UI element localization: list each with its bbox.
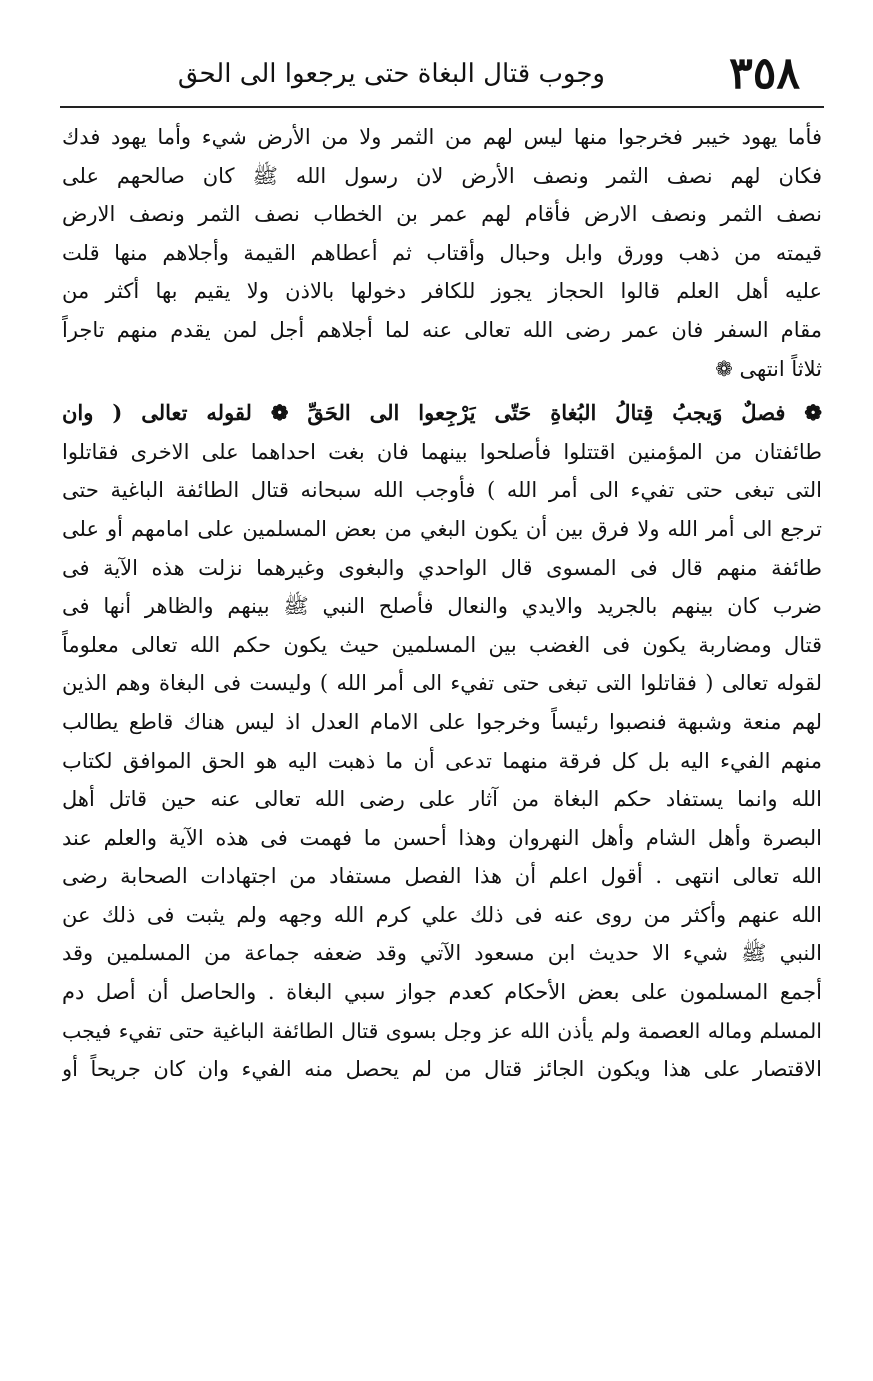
text-line: طائفتان من المؤمنين اقتتلوا فأصلحوا بينهما فان بغت احداهما على الاخرى فقاتلوا xyxy=(62,439,822,464)
page-number: ٣٥٨ xyxy=(729,48,800,99)
text-line: مقام السفر فان عمر رضى الله تعالى عنه لما أجلاهم أجل لمن يقدم منهم تاجراً xyxy=(62,317,822,342)
text-line: النبي ﷺ شيء الا حديث ابن مسعود الآتي وقد ضعفه جماعة من المسلمين وقد xyxy=(62,941,822,966)
text-line: عليه أهل العلم قالوا الحجاز يجوز للكافر دخولها بالاذن ولا يقيم بها أكثر من xyxy=(62,279,822,304)
text-line: نصف الثمر ونصف الارض فأقام لهم عمر بن الخطاب نصف الثمر ونصف الارض xyxy=(62,202,822,227)
text-line: الله وانما يستفاد حكم البغاة من آثار على رضى الله تعالى عنه حين قاتل أهل xyxy=(62,787,822,812)
text-line: منهم الفيء اليه بل كل فرقة منهما تدعى أن ما ذهبت اليه هو الحق الموافق لكتاب xyxy=(62,748,822,773)
text-line: لهم منعة وشبهة فنصبوا رئيساً وخرجوا على الامام العدل اذ ليس هناك قاطع يطالب xyxy=(62,709,822,734)
text-line: طائفة منهم قال فى المسوى قال الواحدي والبغوى وغيرهما نزلت هذه الآية فى xyxy=(62,555,822,580)
text-line: المسلم وماله العصمة ولم يأذن الله عز وجل بسوى قتال الطائفة الباغية حتى تفيء فيجب xyxy=(62,1018,822,1043)
text-line: ثلاثاً انتهى ❁ xyxy=(715,356,822,381)
page-body xyxy=(62,118,822,1089)
running-title: وجوب قتال البغاة حتى يرجعوا الى الحق xyxy=(177,59,605,89)
text-line: الله تعالى انتهى . أقول اعلم أن هذا الفصل مستفاد من اجتهادات الصحابة رضى xyxy=(62,864,822,889)
text-line: لقوله تعالى ( فقاتلوا التى تبغى حتى تفيء الى أمر الله ) وليست فى البغاة وهم الذين xyxy=(62,671,822,696)
header-rule xyxy=(60,106,824,108)
text-line: ترجع الى أمر الله ولا فرق بين أن يكون البغي من بعض المسلمين على امامهم أو على xyxy=(62,516,822,541)
text-line: قيمته من ذهب وورق وابل وحبال وأقتاب ثم أعطاهم القيمة وأجلاهم منها قلت xyxy=(62,240,822,265)
paragraph-2 xyxy=(62,394,822,1089)
text-line: الاقتصار على هذا ويكون الجائز قتال من لم يحصل منه الفيء وان كان جريحاً أو xyxy=(62,1057,822,1082)
text-line: فأما يهود خيبر فخرجوا منها ليس لهم من الثمر ولا من الأرض شيء وأما يهود فدك xyxy=(62,125,822,149)
section-heading-line: ❁ فصلٌ وَيجبُ قِتالُ البُغاةِ حَتّى يَرْجِعوا الى الحَقِّ ❁ لقوله تعالى ( وان xyxy=(62,400,822,426)
text-line: ضرب كان بينهم بالجريد والايدي والنعال فأصلح النبي ﷺ بينهم والظاهر أنها فى xyxy=(62,594,822,619)
text-line: التى تبغى حتى تفيء الى أمر الله ) فأوجب الله سبحانه قتال الطائفة الباغية حتى xyxy=(62,478,822,503)
text-line: الله عنهم وأكثر من روى عنه فى ذلك علي كرم الله وجهه ولم يثبت فى ذلك عن xyxy=(62,902,822,927)
text-line: أجمع المسلمون على بعض الأحكام كعدم جواز سبي البغاة . والحاصل أن أصل دم xyxy=(62,980,822,1005)
page-header xyxy=(60,44,820,104)
text-line: فكان لهم نصف الثمر ونصف الأرض لان رسول الله ﷺ كان صالحهم على xyxy=(62,163,822,188)
text-line: البصرة وأهل الشام وأهل النهروان وهذا أحسن ما فهمت فى هذه الآية والعلم عند xyxy=(62,825,822,850)
paragraph-1 xyxy=(62,118,822,388)
text-line: قتال ومضاربة يكون فى الغضب بين المسلمين حيث يكون حكم الله تعالى معلوماً xyxy=(62,632,822,657)
